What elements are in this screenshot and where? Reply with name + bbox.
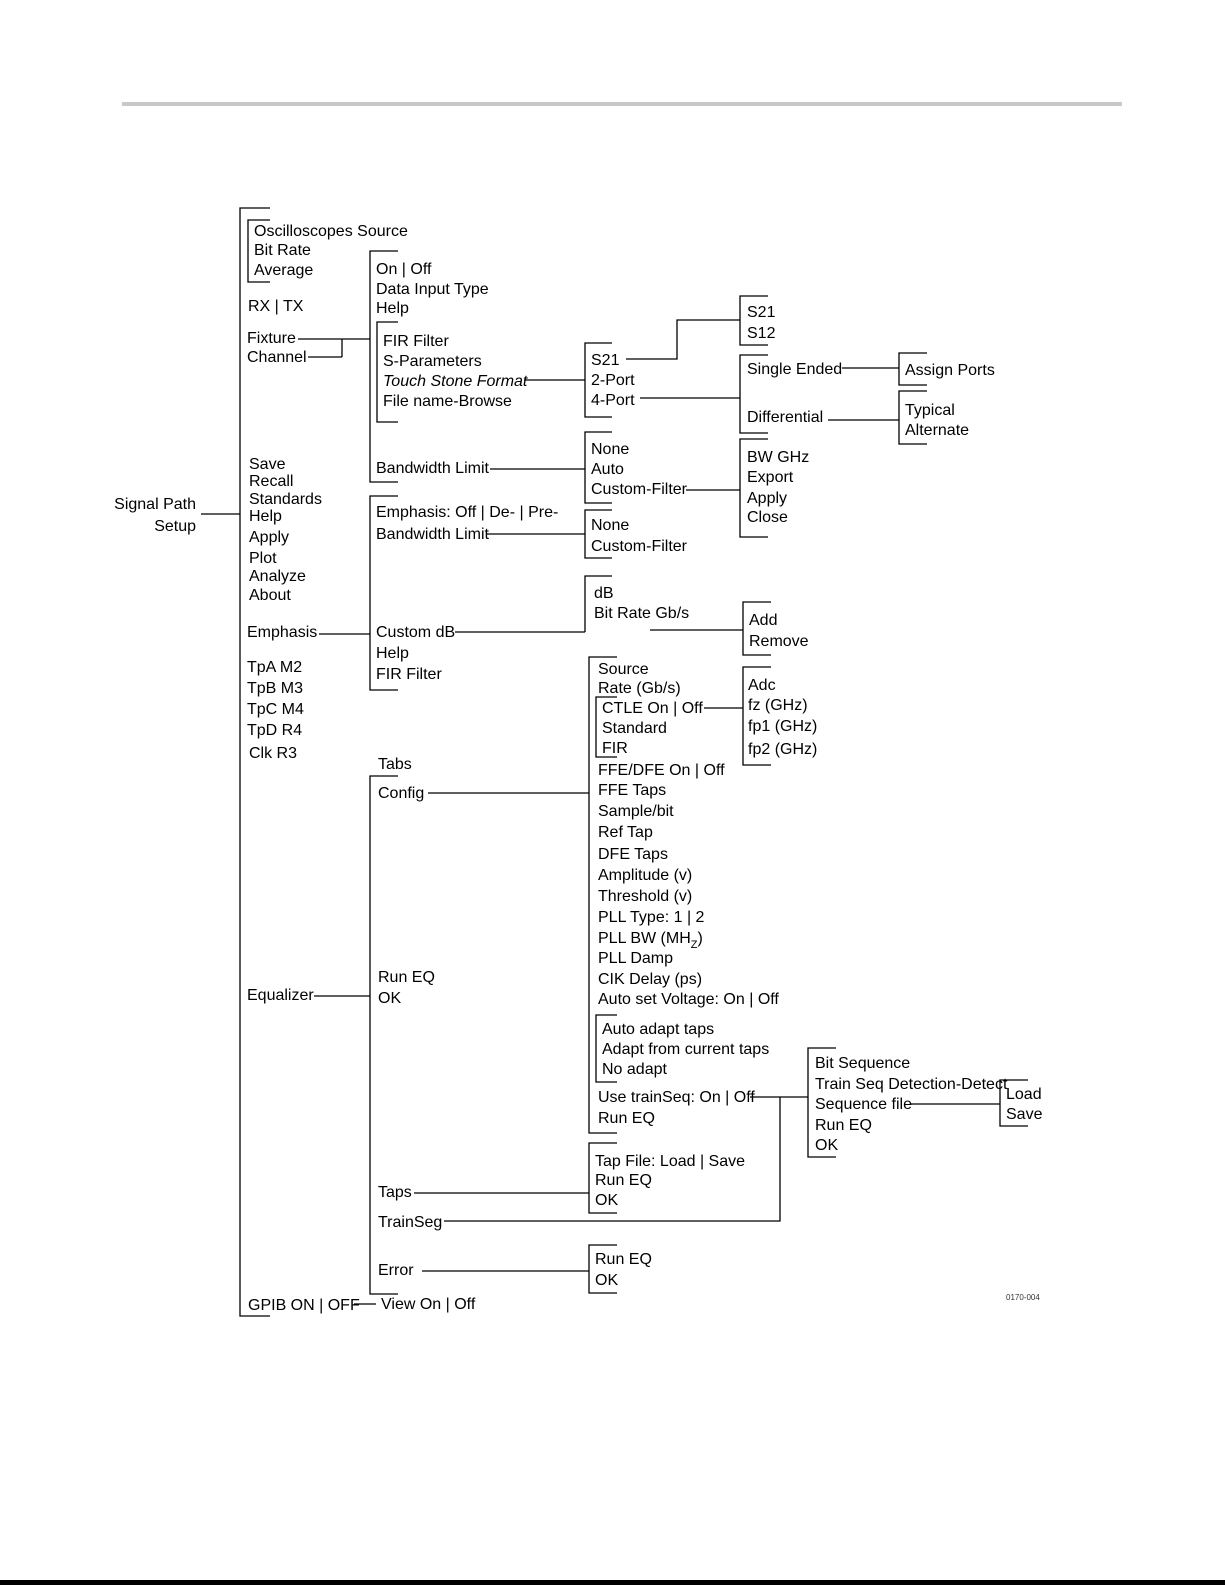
train-sub-4: OK bbox=[815, 1137, 839, 1154]
rx-tx-label: RX | TX bbox=[248, 298, 304, 315]
add-label: Add bbox=[749, 612, 778, 629]
custom-filter-item-1: Export bbox=[747, 469, 794, 486]
scope-item-2: Average bbox=[254, 262, 314, 279]
config-item-3: Ref Tap bbox=[598, 824, 653, 841]
eq-ok: OK bbox=[378, 990, 402, 1007]
config-item-0: FFE/DFE On | Off bbox=[598, 762, 725, 779]
footer-rule bbox=[0, 1580, 1225, 1585]
train-item-0: Use trainSeq: On | Off bbox=[598, 1089, 755, 1106]
emphasis-item-0: Emphasis: Off | De- | Pre- bbox=[376, 504, 559, 521]
config-item-7: PLL Type: 1 | 2 bbox=[598, 909, 705, 926]
view-label: View On | Off bbox=[381, 1296, 476, 1313]
adapt-item-0: Auto adapt taps bbox=[602, 1021, 715, 1038]
config-item-10: Auto set Voltage: On | Off bbox=[598, 991, 779, 1008]
differential-label: Differential bbox=[747, 409, 824, 426]
custom-filter-item-2: Apply bbox=[747, 490, 788, 507]
train-item-1: Run EQ bbox=[598, 1110, 655, 1127]
ctle-sub-0: Adc bbox=[748, 677, 776, 694]
emphasis-sub-1: Help bbox=[376, 645, 409, 662]
custom-filter-item-0: BW GHz bbox=[747, 449, 810, 466]
emphasis-item-1: Bandwidth Limit bbox=[376, 526, 489, 543]
bw-item-1: Auto bbox=[591, 461, 624, 478]
config-item-4: DFE Taps bbox=[598, 846, 668, 863]
error-item-0: Run EQ bbox=[595, 1251, 652, 1268]
config-head-1: Rate (Gb/s) bbox=[598, 680, 681, 697]
tp-item-2: TpC M4 bbox=[247, 701, 304, 718]
ctle-item-0: CTLE On | Off bbox=[602, 700, 703, 717]
root-label-line1: Signal Path bbox=[114, 496, 196, 513]
train-sub-3: Run EQ bbox=[815, 1117, 872, 1134]
main-item-1: Recall bbox=[249, 473, 294, 490]
eq-error: Error bbox=[378, 1262, 414, 1279]
main-item-5: Plot bbox=[249, 550, 277, 567]
save-label: Save bbox=[1006, 1106, 1043, 1123]
eq-trainseg: TrainSeg bbox=[378, 1214, 443, 1231]
fixture-item-0: On | Off bbox=[376, 261, 432, 278]
config-item-6: Threshold (v) bbox=[598, 888, 693, 905]
config-item-8: PLL Damp bbox=[598, 950, 673, 967]
tp-item-0: TpA M2 bbox=[247, 659, 303, 676]
emph-bw-item-0: None bbox=[591, 517, 630, 534]
main-item-6: Analyze bbox=[249, 568, 306, 585]
bandwidth-limit-label: Bandwidth Limit bbox=[376, 460, 489, 477]
train-sub-2: Sequence file bbox=[815, 1096, 912, 1113]
main-item-2: Standards bbox=[249, 491, 322, 508]
bw-item-0: None bbox=[591, 441, 630, 458]
config-item-2: Sample/bit bbox=[598, 803, 674, 820]
adapt-item-2: No adapt bbox=[602, 1061, 667, 1078]
taps-item-1: Run EQ bbox=[595, 1172, 652, 1189]
fixture-item-2: Help bbox=[376, 300, 409, 317]
diff-item-0: Typical bbox=[905, 402, 955, 419]
load-label: Load bbox=[1006, 1086, 1042, 1103]
single-ended-label: Single Ended bbox=[747, 361, 843, 378]
scope-item-1: Bit Rate bbox=[254, 242, 311, 259]
eq-config: Config bbox=[378, 785, 425, 802]
ctle-sub-3: fp2 (GHz) bbox=[748, 741, 818, 758]
channel-label: Channel bbox=[247, 349, 307, 366]
main-item-7: About bbox=[249, 587, 291, 604]
main-item-4: Apply bbox=[249, 529, 290, 546]
config-item-1: FFE Taps bbox=[598, 782, 667, 799]
pll-bw-label: PLL BW $(MH_Z)$ bbox=[598, 930, 703, 951]
touchstone-item-1: 2-Port bbox=[591, 372, 635, 389]
emphasis-label: Emphasis bbox=[247, 624, 318, 641]
config-head-0: Source bbox=[598, 661, 649, 678]
fixture-label: Fixture bbox=[247, 330, 296, 347]
fir-item-1: S-Parameters bbox=[383, 353, 482, 370]
error-item-1: OK bbox=[595, 1272, 619, 1289]
diff-item-1: Alternate bbox=[905, 422, 970, 439]
train-sub-1: Train Seq Detection-Detect bbox=[815, 1076, 1008, 1093]
tp-item-4: Clk R3 bbox=[249, 745, 298, 762]
main-item-3: Help bbox=[249, 508, 282, 525]
taps-item-0: Tap File: Load | Save bbox=[595, 1153, 746, 1170]
eq-taps: Taps bbox=[378, 1184, 412, 1201]
eq-run-eq: Run EQ bbox=[378, 969, 435, 986]
gpib-label: GPIB ON | OFF bbox=[248, 1297, 360, 1314]
eq-tabs: Tabs bbox=[378, 756, 412, 773]
fixture-item-1: Data Input Type bbox=[376, 281, 489, 298]
config-item-5: Amplitude (v) bbox=[598, 867, 693, 884]
ctle-item-2: FIR bbox=[602, 740, 628, 757]
s21-item-1: S12 bbox=[747, 325, 776, 342]
emphasis-sub-2: FIR Filter bbox=[376, 666, 442, 683]
custom-db-item-0: dB bbox=[594, 585, 614, 602]
fir-item-3: File name-Browse bbox=[383, 393, 512, 410]
assign-ports-label: Assign Ports bbox=[905, 362, 995, 379]
equalizer-label: Equalizer bbox=[247, 987, 314, 1004]
touchstone-item-0: S21 bbox=[591, 352, 620, 369]
main-item-0: Save bbox=[249, 456, 286, 473]
tp-item-1: TpB M3 bbox=[247, 680, 304, 697]
scope-item-0: Oscilloscopes Source bbox=[254, 223, 408, 240]
touchstone-item-2: 4-Port bbox=[591, 392, 635, 409]
train-sub-0: Bit Sequence bbox=[815, 1055, 911, 1072]
emph-bw-item-1: Custom-Filter bbox=[591, 538, 688, 555]
emphasis-sub-0: Custom dB bbox=[376, 624, 456, 641]
bw-item-2: Custom-Filter bbox=[591, 481, 688, 498]
remove-label: Remove bbox=[749, 633, 809, 650]
ctle-item-1: Standard bbox=[602, 720, 667, 737]
root-label-line2: Setup bbox=[154, 518, 196, 535]
custom-db-item-1: Bit Rate Gb/s bbox=[594, 605, 690, 622]
figure-code: 0170-004 bbox=[1006, 1293, 1040, 1302]
ctle-sub-1: fz (GHz) bbox=[748, 697, 808, 714]
config-item-9: CIK Delay (ps) bbox=[598, 971, 703, 988]
s21-item-0: S21 bbox=[747, 304, 776, 321]
tp-item-3: TpD R4 bbox=[247, 722, 303, 739]
fir-item-2: Touch Stone Format bbox=[383, 373, 528, 390]
adapt-item-1: Adapt from current taps bbox=[602, 1041, 770, 1058]
taps-item-2: OK bbox=[595, 1192, 619, 1209]
ctle-sub-2: fp1 (GHz) bbox=[748, 718, 818, 735]
fir-item-0: FIR Filter bbox=[383, 333, 449, 350]
custom-filter-item-3: Close bbox=[747, 509, 788, 526]
